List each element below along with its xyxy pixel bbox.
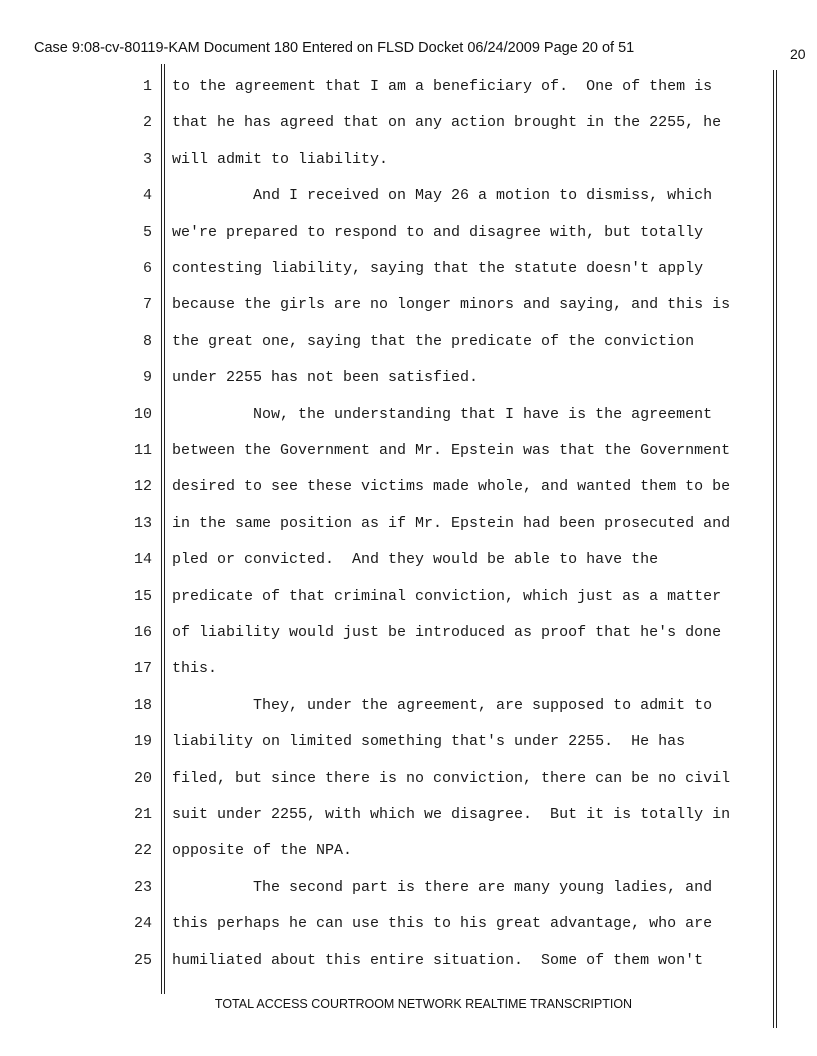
transcript-footer: TOTAL ACCESS COURTROOM NETWORK REALTIME TRANSCRIPTION: [214, 997, 633, 1011]
case-header-line: Case 9:08-cv-80119-KAM Document 180 Entered on FLSD Docket 06/24/2009 Page 20 of 51: [34, 40, 635, 56]
line-text: this.: [172, 660, 218, 678]
line-text: contesting liability, saying that the statute doesn't apply: [172, 260, 704, 277]
line-text: The second part is there are many young ladies, and: [172, 878, 713, 896]
line-number: 4: [142, 187, 152, 205]
line-number: 5: [142, 223, 152, 241]
line-number: 24: [133, 915, 152, 933]
line-text: liability on limited something that's under 2255. He has: [172, 733, 686, 751]
line-number: 11: [133, 442, 152, 459]
line-number: 17: [133, 660, 152, 678]
line-text: that he has agreed that on any action brought in the 2255, he: [172, 114, 722, 132]
line-text: to the agreement that I am a beneficiary of. One of them is: [172, 78, 713, 95]
line-text: the great one, saying that the predicate of the conviction: [172, 332, 695, 350]
line-text: filed, but since there is no conviction, there can be no civil: [172, 769, 731, 787]
line-number: 20: [133, 769, 152, 787]
line-number: 10: [133, 405, 152, 423]
left-margin-rule-outer: [161, 64, 162, 994]
line-number: 9: [142, 369, 152, 387]
line-text: this perhaps he can use this to his great advantage, who are: [172, 915, 713, 933]
line-text: pled or convicted. And they would be able to have the: [172, 551, 659, 569]
right-margin-rule-outer: [773, 70, 774, 1028]
line-text: under 2255 has not been satisfied.: [172, 369, 479, 387]
line-text: opposite of the NPA.: [172, 842, 353, 860]
line-text: because the girls are no longer minors and saying, and this is: [172, 296, 731, 314]
line-text: we're prepared to respond to and disagree with, but totally: [172, 223, 704, 241]
line-number: 14: [133, 551, 152, 569]
line-number: 3: [142, 150, 152, 168]
line-number: 25: [133, 951, 152, 969]
line-text: humiliated about this entire situation. Some of them won't: [172, 951, 704, 969]
line-text: suit under 2255, with which we disagree. But it is totally in: [172, 806, 731, 823]
line-number: 8: [142, 332, 152, 350]
line-text: They, under the agreement, are supposed to admit to: [172, 696, 713, 714]
line-text: Now, the understanding that I have is the agreement: [172, 405, 713, 423]
line-number: 13: [133, 514, 152, 532]
line-number: 16: [133, 624, 152, 641]
line-number: 2: [142, 114, 152, 132]
line-number: 19: [133, 733, 152, 751]
line-text: And I received on May 26 a motion to dismiss, which: [172, 187, 713, 205]
line-number: 21: [133, 806, 152, 823]
line-text: of liability would just be introduced as proof that he's done: [172, 624, 722, 641]
line-number: 23: [133, 878, 152, 896]
line-number: 15: [133, 587, 152, 605]
line-text: in the same position as if Mr. Epstein had been prosecuted and: [172, 514, 731, 532]
right-margin-rule-inner: [776, 70, 777, 1028]
left-margin-rule-inner: [164, 64, 165, 994]
line-number: 6: [142, 260, 152, 277]
line-text: predicate of that criminal conviction, which just as a matter: [172, 587, 722, 605]
transcript-page-number: 20: [790, 46, 806, 62]
line-text: between the Government and Mr. Epstein was that the Government: [172, 442, 731, 459]
line-number: 7: [142, 296, 152, 314]
line-number: 12: [133, 478, 152, 496]
line-number: 1: [142, 78, 152, 95]
line-number: 18: [133, 696, 152, 714]
line-text: will admit to liability.: [172, 150, 389, 168]
line-text: desired to see these victims made whole, and wanted them to be: [172, 478, 731, 496]
line-number: 22: [133, 842, 152, 860]
